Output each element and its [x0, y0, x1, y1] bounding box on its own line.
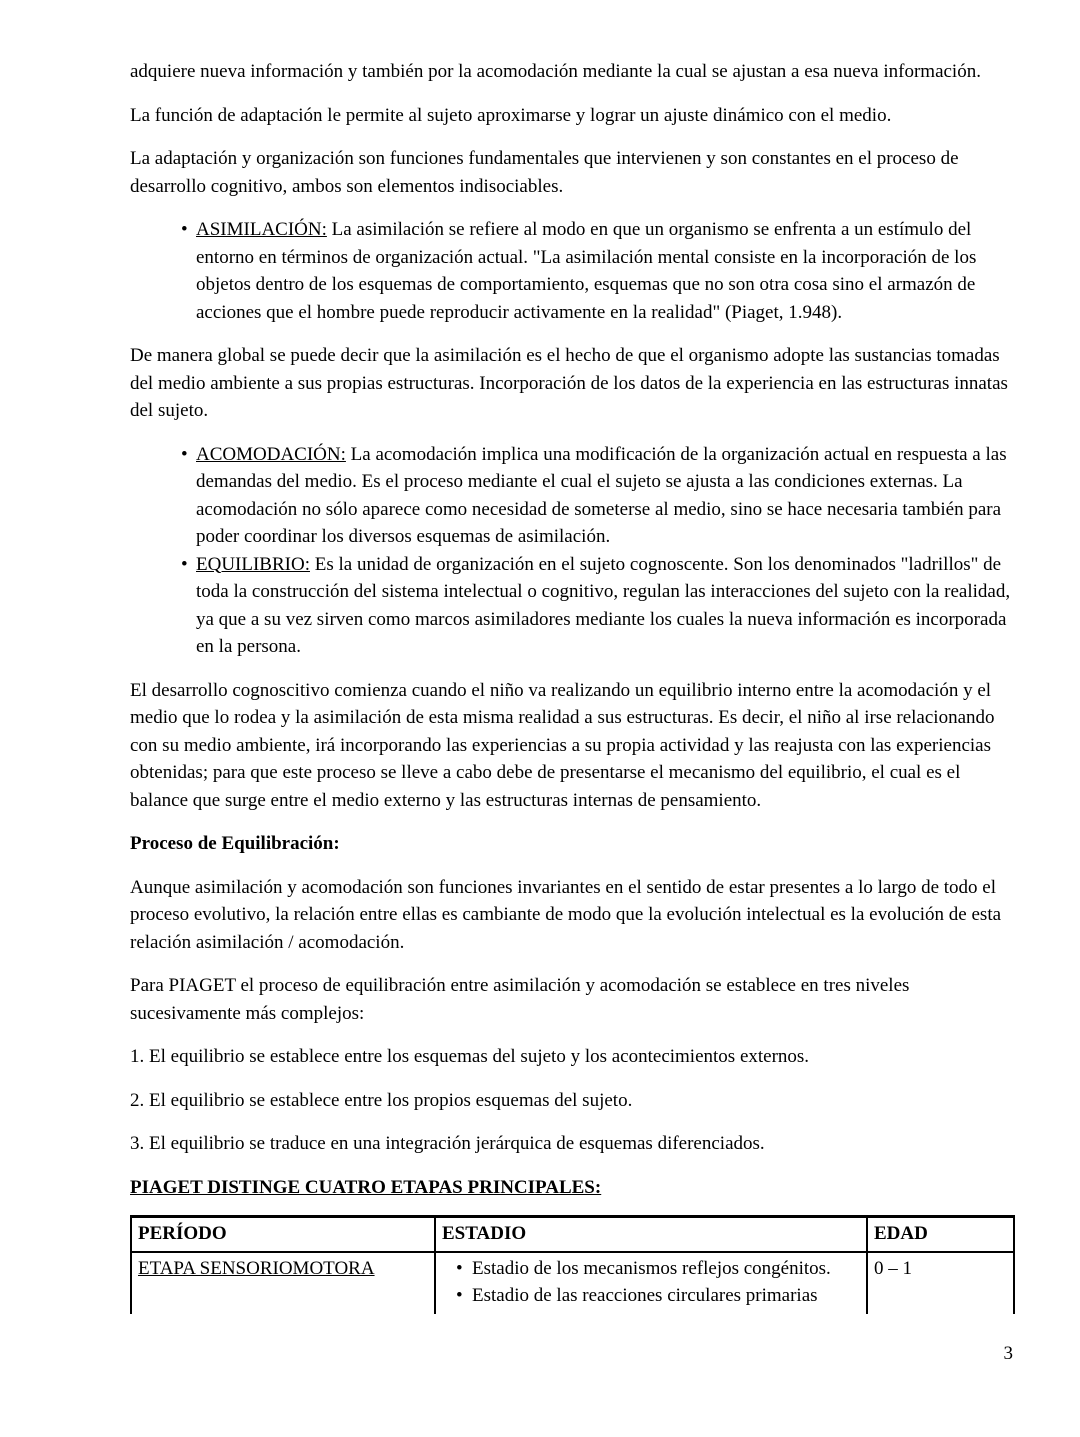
paragraph-desarrollo-cognoscitivo: El desarrollo cognoscitivo comienza cuando el niño va realizando un equilibrio interno entre la acomodación y el medio que lo rodea y la asimilación de esta misma realidad a sus estructuras. Es decir, el niño al irse relacionando con su medio ambiente, irá incorporando las experiencias a su propia actividad y las reajusta con las experiencias obtenidas; para que este proceso se lleve a cabo debe de presentarse el mecanismo del equilibrio, el cual es el balance que surge entre el medio externo y las estructuras internas de pensamiento.	[130, 679, 995, 811]
estadio-item	[442, 1255, 860, 1283]
bullet-icon: •	[181, 553, 188, 575]
page-number: 3	[1003, 1343, 1013, 1364]
column-header-periodo: PERÍODO	[131, 1217, 435, 1252]
paragraph-adaptacion: La función de adaptación le permite al sujeto aproximarse y lograr un ajuste dinámico con el medio.	[130, 104, 892, 126]
cell-periodo	[131, 1252, 435, 1314]
list-item-acomodacion	[130, 441, 1013, 551]
bullet-icon: •	[456, 1285, 463, 1306]
bullet-text: La acomodación implica una modificación de la organización actual en respuesta a las demandas del medio. Es el proceso mediante el cual el sujeto se ajusta a las condiciones externas. La acomodación no sólo aparece como necesidad de someterse al medio, sino se hace necesaria también para poder coordinar los diversos esquemas de asimilación.	[196, 443, 1007, 547]
periodo-label: ETAPA SENSORIOMOTORA	[138, 1257, 375, 1279]
table-row	[131, 1252, 1014, 1314]
list-item-equilibrio	[130, 551, 1013, 661]
numbered-item-3: 3. El equilibrio se traduce en una integración jerárquica de esquemas diferenciados.	[130, 1133, 765, 1154]
page-content	[130, 58, 1013, 1314]
table-header-row	[131, 1217, 1014, 1252]
paragraph-manera-global: De manera global se puede decir que la asimilación es el hecho de que el organismo adopte las sustancias tomadas del medio ambiente a sus propias estructuras. Incorporación de los datos de la experiencia en las estructuras innatas del sujeto.	[130, 345, 1008, 421]
heading-cuatro-etapas: PIAGET DISTINGE CUATRO ETAPAS PRINCIPALES:	[130, 1176, 602, 1198]
bullet-term: ACOMODACIÓN:	[196, 443, 346, 465]
estadio-item	[442, 1282, 860, 1310]
bullet-list-asimilacion	[130, 216, 1013, 326]
bullet-text: La asimilación se refiere al modo en que un organismo se enfrenta a un estímulo del entorno en términos de organización actual. "La asimilación mental consiste en la incorporación de los objetos dentro de los esquemas de comportamiento, esquemas que no son otra cosa sino el armazón de acciones que el hombre puede reproducir activamente en la realidad" (Piaget, 1.948).	[196, 219, 977, 323]
bullet-icon: •	[181, 219, 188, 240]
bullet-icon: •	[456, 1257, 463, 1279]
cell-edad: 0 – 1	[867, 1252, 1014, 1314]
paragraph-organizacion: La adaptación y organización son funciones fundamentales que intervienen y son constantes en el proceso de desarrollo cognitivo, ambos son elementos indisociables.	[130, 148, 959, 197]
column-header-edad: EDAD	[867, 1217, 1014, 1252]
stages-table	[130, 1215, 1015, 1314]
bullet-text: Es la unidad de organización en el sujeto cognoscente. Son los denominados "ladrillos" de toda la construcción del sistema intelectual o cognitivo, regulan las interacciones del sujeto con la realidad, ya que a su vez sirven como marcos asimiladores mediante los cuales la nueva información es incorporada en la persona.	[196, 553, 1011, 657]
estadio-item-text: Estadio de las reacciones circulares primarias	[472, 1285, 818, 1306]
paragraph-tres-niveles: Para PIAGET el proceso de equilibración entre asimilación y acomodación se establece en tres niveles sucesivamente más complejos:	[130, 975, 910, 1024]
cell-estadio	[435, 1252, 867, 1314]
heading-proceso-equilibracion: Proceso de Equilibración:	[130, 833, 340, 854]
estadio-item-text: Estadio de los mecanismos reflejos congénitos.	[472, 1257, 831, 1279]
paragraph-intro-continuation: adquiere nueva información y también por la acomodación mediante la cual se ajustan a esa nueva información.	[130, 61, 981, 82]
bullet-term: EQUILIBRIO:	[196, 553, 310, 575]
numbered-item-1: 1. El equilibrio se establece entre los esquemas del sujeto y los acontecimientos externos.	[130, 1046, 810, 1067]
bullet-icon: •	[181, 443, 188, 465]
list-item-asimilacion	[130, 216, 1013, 326]
bullet-term: ASIMILACIÓN:	[196, 219, 327, 240]
numbered-item-2: 2. El equilibrio se establece entre los propios esquemas del sujeto.	[130, 1089, 633, 1111]
bullet-list-acomodacion-equilibrio	[130, 441, 1013, 661]
column-header-estadio: ESTADIO	[435, 1217, 867, 1252]
paragraph-funciones-invariantes: Aunque asimilación y acomodación son funciones invariantes en el sentido de estar presentes a lo largo de todo el proceso evolutivo, la relación entre ellas es cambiante de modo que la evolución intelectual es la evolución de esta relación asimilación / acomodación.	[130, 876, 1002, 953]
